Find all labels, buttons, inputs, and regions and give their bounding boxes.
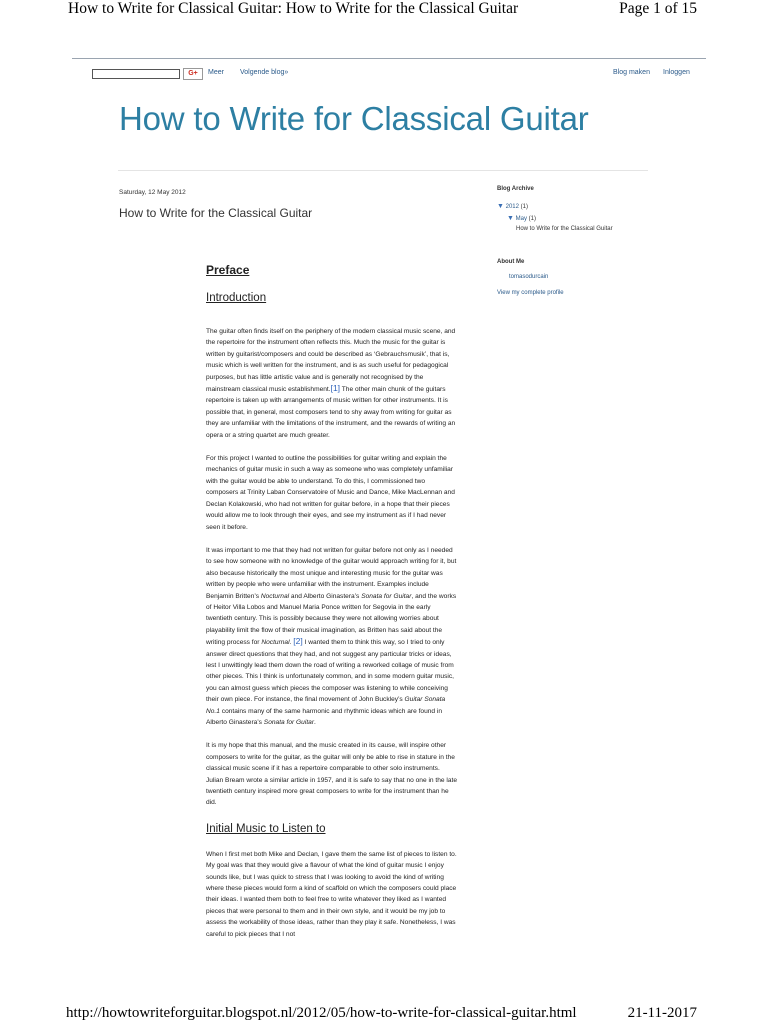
archive-year[interactable]: [497, 203, 528, 210]
next-blog-link[interactable]: Volgende blog»: [240, 69, 289, 76]
paragraph: For this project I wanted to outline the possibilities for guitar writing and explain the mechanics of guitar music in such a way as someone who was completely unfamiliar with the guitar would be able to understand. To do this, I commissioned two composers at Trinity Laban Conservatoire of Music and Dance, Mike MacLennan and Declan Kolakowski, who had not written for guitar before, in a hope that their pieces would allow me to look through their eyes, and see my instrument as if I had never seen it before.: [206, 455, 455, 531]
print-header-title: How to Write for Classical Guitar: How to Write for the Classical Guitar: [68, 0, 519, 17]
sign-in-link[interactable]: Inloggen: [663, 69, 690, 76]
post-title[interactable]: How to Write for the Classical Guitar: [119, 206, 313, 220]
post-body: [206, 262, 458, 952]
create-blog-link[interactable]: Blog maken: [613, 69, 650, 76]
paragraph-text: contains many of the same harmonic and rhythmic ideas which are found in Alberto Ginastera’s: [206, 707, 443, 726]
print-header: [0, 0, 768, 20]
work-title: Nocturnal: [260, 592, 290, 600]
work-title: Guitar Sonata No.1: [206, 696, 446, 715]
blog-archive-heading: Blog Archive: [497, 186, 534, 192]
footnote-link[interactable]: [1]: [330, 383, 341, 394]
print-footer-url: http://howtowriteforguitar.blogspot.nl/2012/05/how-to-write-for-classical-guitar.html: [66, 1005, 577, 1021]
archive-month[interactable]: [507, 215, 536, 222]
paragraph: [206, 326, 458, 441]
paragraph-text: and Alberto Ginastera’s: [289, 592, 362, 600]
view-profile-link[interactable]: View my complete profile: [497, 290, 564, 296]
author-link[interactable]: tomasodurcain: [509, 274, 549, 280]
paragraph: [206, 545, 458, 729]
work-title: Sonata for Guitar: [263, 719, 315, 726]
paragraph-text: The guitar often finds itself on the periphery of the modern classical music scene, and the repertoire for the instrument often reflects this. Much the music for the guitar is written by guitarist/composers and could be described as ‘Gebrauchsmusik’, that is, music which is well written for the instrument, and is as such useful for pedagogical purposes, but has little artistic value and is generally not recognised by the mainstream classical music establishment.: [206, 328, 456, 394]
blog-title[interactable]: How to Write for Classical Guitar: [119, 100, 589, 137]
sidebar: [497, 186, 667, 296]
navbar-search-input[interactable]: [92, 69, 180, 79]
blogger-navbar: [72, 58, 706, 89]
paragraph-text: The other main chunk of the guitars repertoire is taken up with arrangements of music written for other instruments. It is possible that, in general, most composers tend to shy away from writing for guitar as they are unfamiliar with the limitations of the instrument, and the rewards of writing an opera or a string quartet are much greater.: [206, 386, 456, 439]
archive-post-link[interactable]: How to Write for the Classical Guitar: [516, 226, 613, 232]
paragraph-text: , and the works of Heitor Villa Lobos and Manuel Maria Ponce written for Segovia in the early twentieth century. This is possibly because they were not allowing worries about playability limit the flow of their musical imagination, as Britten has said about the writing process for: [206, 592, 457, 647]
initial-music-heading: Initial Music to Listen to: [206, 822, 326, 835]
about-me-heading: About Me: [497, 259, 525, 265]
triangle-down-icon[interactable]: ▼: [497, 203, 504, 210]
paragraph-text: It was important to me that they had not written for guitar before not only as I needed to see how someone with no knowledge of the guitar would approach writing for it, but also because historically the most unique and interesting music for the guitar was written by people who were unfamiliar with the instrument. Examples include Benjamin Britten’s: [206, 546, 457, 600]
paragraph: When I first met both Mike and Declan, I gave them the same list of pieces to listen to. My goal was that they would give a flavour of what the kind of guitar music I enjoy sounds like, but I was quick to stress that I was looking to avoid the kind of writing where these pieces would form a kind of scaffold on which the composers could place their ideas. I wanted them both to feel free to write whatever they liked as I wanted pieces that were personal to them and in their own style, and it would be my job to assess the workability of those ideas, rather than they play it safe. Nonetheless, I was careful to pick pieces that I not: [206, 850, 457, 938]
post-date: Saturday, 12 May 2012: [119, 189, 186, 196]
footnote-link[interactable]: [2]: [293, 636, 303, 647]
introduction-heading: Introduction: [206, 292, 267, 304]
archive-month-count: (1): [528, 216, 536, 222]
paragraph-text: I wanted them to think this way, so I tried to only answer direct questions that they had, and not suggest any particular tricks or ideas, lest I unwittingly lead them down the road of writing a reworked collage of music from other pieces. This I think is unfortunately common, and in some modern guitar music, you can almost guess which pieces the composer was listening to while conceiving their own piece. For instance, the final movement of John Buckley’s: [206, 639, 454, 704]
header-divider: [118, 170, 648, 171]
print-header-page-number: Page 1 of 15: [619, 0, 697, 17]
archive-year-link[interactable]: 2012: [505, 204, 519, 210]
more-link[interactable]: Meer: [208, 69, 224, 76]
print-footer-date: 21-11-2017: [627, 1005, 697, 1021]
archive-year-count: (1): [520, 204, 528, 210]
paragraph-text: .: [314, 719, 316, 726]
paragraph: It is my hope that this manual, and the music created in its cause, will inspire other composers to write for the guitar, as the guitar will only be able to rise in stature in the classical music scene if it has a repertoire comparable to other solo instruments. Julian Bream wrote a similar article in 1957, and it is safe to say that no one in the late twentieth century inspired more great composers to write for the instrument than he did.: [206, 742, 458, 807]
work-title: Sonata for Guitar: [361, 592, 412, 600]
work-title: Nocturnal.: [261, 639, 292, 647]
archive-month-link[interactable]: May: [515, 216, 527, 222]
triangle-down-icon[interactable]: ▼: [507, 215, 514, 222]
preface-heading: Preface: [206, 263, 250, 277]
google-plus-button[interactable]: G+: [183, 68, 203, 80]
